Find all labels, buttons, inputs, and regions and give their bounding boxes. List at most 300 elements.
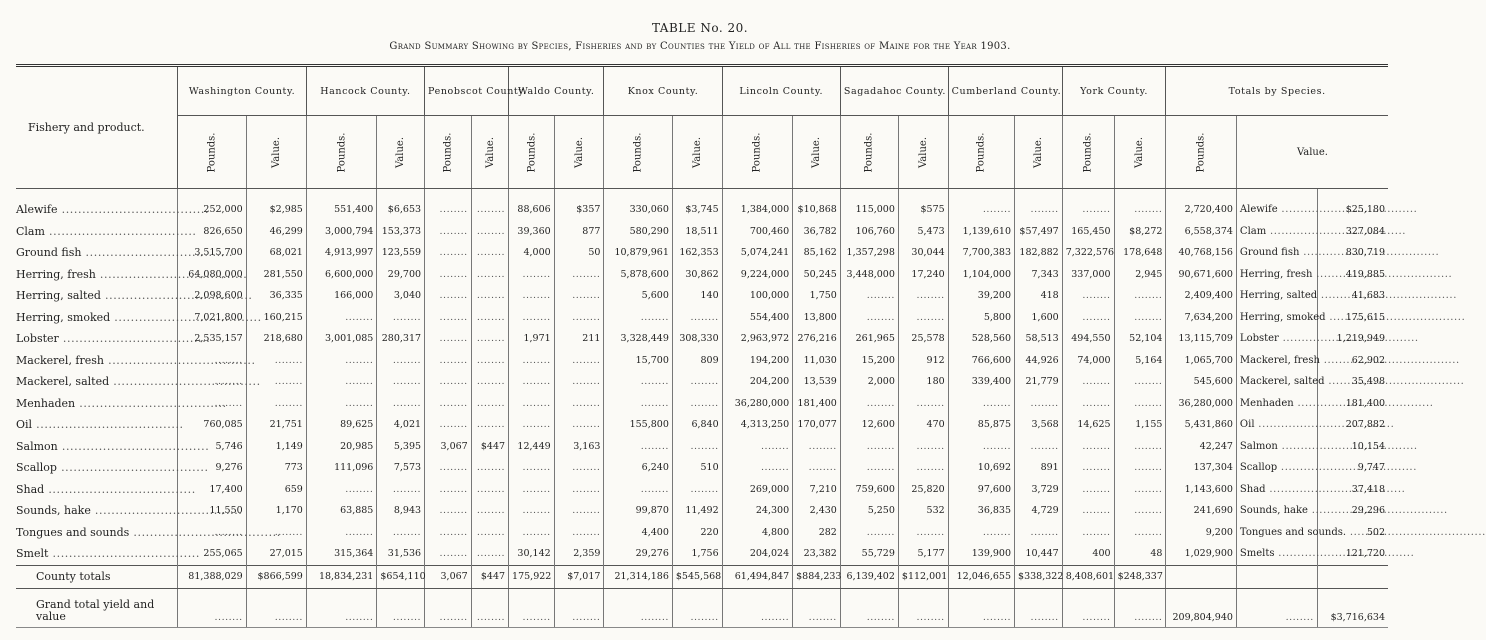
spacer-cell — [1114, 189, 1166, 200]
pounds-header — [425, 116, 472, 189]
grand-blank-cell — [948, 588, 1014, 627]
spacer-row — [16, 189, 1388, 200]
pounds-cell — [840, 285, 898, 307]
pounds-cell: 85,875 — [948, 414, 1014, 436]
value-cell: 50,245 — [793, 264, 841, 286]
pounds-cell — [306, 371, 377, 393]
total-species-name: Oil ..... — [1236, 414, 1317, 436]
pounds-cell — [509, 264, 555, 286]
value-cell: 211 — [554, 328, 604, 350]
value-cell — [1114, 436, 1166, 458]
value-cell: 21,751 — [246, 414, 306, 436]
pounds-cell: 252,000 — [178, 199, 246, 221]
pounds-header — [178, 116, 246, 189]
table-row — [16, 285, 1388, 307]
value-header-label: Value. — [810, 136, 822, 168]
pounds-cell: 2,963,972 — [722, 328, 793, 350]
pounds-cell: 400 — [1062, 543, 1114, 565]
table-row — [16, 350, 1388, 372]
total-value-cell: 35,498 — [1317, 371, 1388, 393]
value-cell — [471, 500, 508, 522]
value-cell — [1114, 500, 1166, 522]
value-cell — [471, 264, 508, 286]
pounds-cell — [306, 522, 377, 544]
pounds-cell: 5,600 — [604, 285, 672, 307]
value-cell: 44,926 — [1015, 350, 1063, 372]
pounds-cell — [1062, 393, 1114, 415]
total-value-cell: 175,615 — [1317, 307, 1388, 329]
fishery-name: Menhaden ..... — [16, 393, 178, 415]
value-cell: 5,177 — [898, 543, 948, 565]
pounds-cell: 5,250 — [840, 500, 898, 522]
pounds-cell: 3,328,449 — [604, 328, 672, 350]
value-cell: 532 — [898, 500, 948, 522]
pounds-cell — [425, 500, 472, 522]
value-cell: 36,782 — [793, 221, 841, 243]
fishery-name: Salmon ..... — [16, 436, 178, 458]
total-pounds-cell: 2,720,400 — [1166, 199, 1237, 221]
pounds-cell: 700,460 — [722, 221, 793, 243]
grand-blank-cell — [471, 588, 508, 627]
spacer-cell — [672, 189, 722, 200]
pounds-cell — [306, 393, 377, 415]
grand-total-value: $3,716,634 — [1317, 588, 1388, 627]
pounds-cell — [306, 307, 377, 329]
value-cell: $447 — [471, 436, 508, 458]
spacer-cell — [840, 189, 898, 200]
value-cell — [554, 500, 604, 522]
value-cell: 3,040 — [377, 285, 425, 307]
total-pounds-cell: 36,280,000 — [1166, 393, 1237, 415]
value-cell — [377, 350, 425, 372]
pounds-cell: 2,535,157 — [178, 328, 246, 350]
pounds-cell — [1062, 457, 1114, 479]
table-row — [16, 264, 1388, 286]
grand-blank-cell — [246, 588, 306, 627]
value-cell — [1114, 285, 1166, 307]
fishery-name: Clam ..... — [16, 221, 178, 243]
pounds-cell: 39,200 — [948, 285, 1014, 307]
value-cell — [793, 457, 841, 479]
pounds-cell — [604, 393, 672, 415]
value-cell — [1015, 436, 1063, 458]
total-pounds-cell: 7,634,200 — [1166, 307, 1237, 329]
total-pounds-cell: 9,200 — [1166, 522, 1237, 544]
grand-total-row — [16, 588, 1388, 627]
spacer-cell — [246, 189, 306, 200]
grand-blank-cell — [722, 588, 793, 627]
value-cell: 1,600 — [1015, 307, 1063, 329]
value-cell — [898, 285, 948, 307]
grand-total-label: Grand total yield and value — [16, 588, 178, 627]
total-value-cell: 207,882 — [1317, 414, 1388, 436]
value-cell — [554, 371, 604, 393]
table-row — [16, 242, 1388, 264]
pounds-cell: 269,000 — [722, 479, 793, 501]
fishery-name: Lobster ..... — [16, 328, 178, 350]
value-cell: 2,430 — [793, 500, 841, 522]
total-species-name: Menhaden ..... — [1236, 393, 1317, 415]
county-total-value: $7,017 — [554, 565, 604, 588]
value-cell — [1114, 479, 1166, 501]
pounds-cell: 6,240 — [604, 457, 672, 479]
total-pounds-cell: 241,690 — [1166, 500, 1237, 522]
value-header-label: Value. — [395, 136, 407, 168]
value-cell: 13,800 — [793, 307, 841, 329]
total-value-cell: 29,296 — [1317, 500, 1388, 522]
fishery-name: Mackerel, salted ..... — [16, 371, 178, 393]
value-cell: 2,945 — [1114, 264, 1166, 286]
pounds-cell: 10,879,961 — [604, 242, 672, 264]
value-cell: 282 — [793, 522, 841, 544]
pounds-cell: 3,001,085 — [306, 328, 377, 350]
value-cell: 68,021 — [246, 242, 306, 264]
value-cell: 2,359 — [554, 543, 604, 565]
spacer-cell — [1166, 189, 1237, 200]
pounds-cell: 99,870 — [604, 500, 672, 522]
pounds-header-label: Pounds. — [442, 132, 454, 172]
county-total-pounds: 8,408,601 — [1062, 565, 1114, 588]
value-header-label: Value. — [573, 136, 585, 168]
total-species-name: Tongues and sounds. ..... — [1236, 522, 1317, 544]
value-cell — [554, 393, 604, 415]
value-cell: 21,779 — [1015, 371, 1063, 393]
totals-blank-cell — [1236, 565, 1317, 588]
value-header — [554, 116, 604, 189]
pounds-cell: 339,400 — [948, 371, 1014, 393]
value-cell — [1114, 199, 1166, 221]
total-value-cell: 37,418 — [1317, 479, 1388, 501]
pounds-header — [722, 116, 793, 189]
value-cell: 280,317 — [377, 328, 425, 350]
total-value-cell: 10,154 — [1317, 436, 1388, 458]
total-pounds-cell: 1,029,900 — [1166, 543, 1237, 565]
pounds-cell — [1062, 479, 1114, 501]
pounds-cell — [425, 457, 472, 479]
total-species-name: Lobster ..... — [1236, 328, 1317, 350]
pounds-cell: 1,384,000 — [722, 199, 793, 221]
value-cell — [672, 479, 722, 501]
total-species-name: Smelts ..... — [1236, 543, 1317, 565]
pounds-cell — [840, 393, 898, 415]
value-cell — [898, 457, 948, 479]
county-header-lincoln: Lincoln County. — [722, 66, 840, 116]
fisheries-summary-table — [16, 64, 1388, 628]
table-row — [16, 436, 1388, 458]
value-cell — [377, 393, 425, 415]
spacer-cell — [793, 189, 841, 200]
pounds-header — [306, 116, 377, 189]
pounds-cell: 166,000 — [306, 285, 377, 307]
value-cell: 5,473 — [898, 221, 948, 243]
table-row — [16, 543, 1388, 565]
pounds-cell — [604, 479, 672, 501]
pounds-cell: 1,104,000 — [948, 264, 1014, 286]
value-header-label: Value. — [1032, 136, 1044, 168]
pounds-cell: 4,000 — [509, 242, 555, 264]
grand-blank-cell — [178, 588, 246, 627]
grand-blank-cell — [604, 588, 672, 627]
total-pounds-cell: 42,247 — [1166, 436, 1237, 458]
value-cell — [471, 307, 508, 329]
value-cell: 220 — [672, 522, 722, 544]
pounds-cell: 14,625 — [1062, 414, 1114, 436]
value-header — [471, 116, 508, 189]
value-cell — [377, 371, 425, 393]
pounds-cell: 2,098,600 — [178, 285, 246, 307]
value-cell — [471, 242, 508, 264]
value-cell — [1114, 307, 1166, 329]
county-total-value: $248,337 — [1114, 565, 1166, 588]
county-header-york: York County. — [1062, 66, 1166, 116]
value-cell: $3,745 — [672, 199, 722, 221]
pounds-cell: 4,400 — [604, 522, 672, 544]
pounds-cell — [509, 479, 555, 501]
table-row — [16, 328, 1388, 350]
pounds-cell — [306, 350, 377, 372]
pounds-cell: 30,142 — [509, 543, 555, 565]
value-header-label: Value. — [691, 136, 703, 168]
value-cell — [672, 436, 722, 458]
value-cell: 30,044 — [898, 242, 948, 264]
pounds-cell: 760,085 — [178, 414, 246, 436]
value-cell — [554, 350, 604, 372]
total-pounds-cell: 137,304 — [1166, 457, 1237, 479]
pounds-cell — [425, 328, 472, 350]
total-species-name: Mackerel, salted ..... — [1236, 371, 1317, 393]
value-cell — [554, 414, 604, 436]
total-pounds-cell: 6,558,374 — [1166, 221, 1237, 243]
grand-blank-cell — [1236, 588, 1317, 627]
value-cell — [554, 285, 604, 307]
value-cell: 13,539 — [793, 371, 841, 393]
value-cell: 1,155 — [1114, 414, 1166, 436]
value-header-label: Value. — [484, 136, 496, 168]
pounds-cell — [425, 264, 472, 286]
pounds-cell: 165,450 — [1062, 221, 1114, 243]
value-header-label: Value. — [1134, 136, 1146, 168]
value-cell: 418 — [1015, 285, 1063, 307]
table-row — [16, 307, 1388, 329]
value-cell — [1114, 522, 1166, 544]
value-cell: 180 — [898, 371, 948, 393]
totals-blank-cell — [1166, 565, 1237, 588]
fishery-name: Sounds, hake ..... — [16, 500, 178, 522]
value-cell: 281,550 — [246, 264, 306, 286]
value-cell — [471, 328, 508, 350]
value-cell — [1114, 457, 1166, 479]
totals-by-species-header: Totals by Species. — [1166, 66, 1388, 116]
value-cell — [672, 371, 722, 393]
pounds-cell — [1062, 371, 1114, 393]
total-pounds-cell: 2,409,400 — [1166, 285, 1237, 307]
value-cell: 58,513 — [1015, 328, 1063, 350]
value-cell — [898, 307, 948, 329]
pounds-cell: 337,000 — [1062, 264, 1114, 286]
pounds-cell: 100,000 — [722, 285, 793, 307]
value-cell — [471, 393, 508, 415]
grand-blank-cell — [1114, 588, 1166, 627]
pounds-cell: 554,400 — [722, 307, 793, 329]
table-row — [16, 199, 1388, 221]
total-pounds-cell: 1,143,600 — [1166, 479, 1237, 501]
value-cell: 85,162 — [793, 242, 841, 264]
total-species-name: Herring, salted ..... — [1236, 285, 1317, 307]
pounds-cell — [604, 307, 672, 329]
value-cell: $8,272 — [1114, 221, 1166, 243]
table-number: TABLE No. 20. — [651, 21, 749, 35]
pounds-cell — [425, 414, 472, 436]
pounds-cell — [425, 307, 472, 329]
pounds-header — [948, 116, 1014, 189]
pounds-cell — [948, 393, 1014, 415]
pounds-cell — [306, 479, 377, 501]
pounds-cell: 63,885 — [306, 500, 377, 522]
fishery-name: Tongues and sounds ..... — [16, 522, 178, 544]
pounds-cell: 115,000 — [840, 199, 898, 221]
pounds-cell: 1,971 — [509, 328, 555, 350]
value-cell: 153,373 — [377, 221, 425, 243]
pounds-header-label: Pounds. — [975, 132, 987, 172]
value-cell — [377, 479, 425, 501]
pounds-cell — [1062, 436, 1114, 458]
value-cell: 308,330 — [672, 328, 722, 350]
pounds-cell — [509, 393, 555, 415]
value-cell: 29,700 — [377, 264, 425, 286]
fishery-name: Herring, fresh ..... — [16, 264, 178, 286]
table-row — [16, 500, 1388, 522]
total-value-cell: 502 — [1317, 522, 1388, 544]
value-cell: 170,077 — [793, 414, 841, 436]
county-totals-row — [16, 565, 1388, 588]
pounds-cell — [425, 479, 472, 501]
value-cell: 3,568 — [1015, 414, 1063, 436]
county-total-value: $654,110 — [377, 565, 425, 588]
total-pounds-header — [1166, 116, 1237, 189]
pounds-cell: 759,600 — [840, 479, 898, 501]
value-cell — [554, 522, 604, 544]
value-cell: 1,170 — [246, 500, 306, 522]
value-cell — [471, 479, 508, 501]
pounds-cell: 315,364 — [306, 543, 377, 565]
pounds-cell: 12,600 — [840, 414, 898, 436]
pounds-cell — [840, 522, 898, 544]
pounds-cell: 255,065 — [178, 543, 246, 565]
pounds-cell: 20,985 — [306, 436, 377, 458]
value-cell: 23,382 — [793, 543, 841, 565]
value-cell: 30,862 — [672, 264, 722, 286]
pounds-cell: 5,074,241 — [722, 242, 793, 264]
value-header — [898, 116, 948, 189]
pounds-cell — [425, 350, 472, 372]
county-total-value: $447 — [471, 565, 508, 588]
pounds-header-label: Pounds. — [632, 132, 644, 172]
total-pounds-cell: 40,768,156 — [1166, 242, 1237, 264]
pounds-cell — [840, 307, 898, 329]
county-header-cumberland: Cumberland County. — [948, 66, 1062, 116]
value-cell: 162,353 — [672, 242, 722, 264]
grand-blank-cell — [306, 588, 377, 627]
pounds-cell — [840, 436, 898, 458]
county-total-pounds: 12,046,655 — [948, 565, 1014, 588]
grand-blank-cell — [898, 588, 948, 627]
pounds-cell — [509, 414, 555, 436]
value-cell — [898, 436, 948, 458]
spacer-cell — [1015, 189, 1063, 200]
pounds-cell — [948, 522, 1014, 544]
fishery-name: Mackerel, fresh ..... — [16, 350, 178, 372]
pounds-cell — [425, 371, 472, 393]
pounds-cell: 580,290 — [604, 221, 672, 243]
value-cell — [898, 522, 948, 544]
grand-total-pounds: 209,804,940 — [1166, 588, 1237, 627]
total-species-name: Herring, fresh ..... — [1236, 264, 1317, 286]
fishery-name: Smelt ..... — [16, 543, 178, 565]
pounds-header — [840, 116, 898, 189]
pounds-cell: 139,900 — [948, 543, 1014, 565]
pounds-header-label: Pounds. — [336, 132, 348, 172]
value-cell: 123,559 — [377, 242, 425, 264]
pounds-header — [509, 116, 555, 189]
value-cell — [471, 371, 508, 393]
spacer-cell — [1236, 189, 1317, 200]
fishery-name: Herring, salted ..... — [16, 285, 178, 307]
value-cell: 36,335 — [246, 285, 306, 307]
total-species-name: Sounds, hake ..... — [1236, 500, 1317, 522]
pounds-header — [1062, 116, 1114, 189]
value-cell: 912 — [898, 350, 948, 372]
pounds-header — [604, 116, 672, 189]
pounds-cell — [425, 393, 472, 415]
pounds-cell: 3,515,700 — [178, 242, 246, 264]
total-species-name: Ground fish ..... — [1236, 242, 1317, 264]
pounds-cell: 261,965 — [840, 328, 898, 350]
pounds-header-label: Pounds. — [526, 132, 538, 172]
county-totals-label: County totals — [16, 565, 178, 588]
total-species-name: Scallop ..... — [1236, 457, 1317, 479]
pounds-cell — [509, 350, 555, 372]
total-species-name: Shad ..... — [1236, 479, 1317, 501]
grand-blank-cell — [554, 588, 604, 627]
pounds-header-label: Pounds. — [206, 132, 218, 172]
value-cell — [898, 393, 948, 415]
spacer-cell — [16, 189, 178, 200]
table-row — [16, 479, 1388, 501]
value-cell — [246, 393, 306, 415]
table-row — [16, 414, 1388, 436]
pounds-cell: 2,000 — [840, 371, 898, 393]
value-cell — [554, 457, 604, 479]
pounds-cell: 5,800 — [948, 307, 1014, 329]
pounds-cell: 10,692 — [948, 457, 1014, 479]
pounds-cell — [948, 436, 1014, 458]
pounds-header-label: Pounds. — [863, 132, 875, 172]
county-total-value: $112,001 — [898, 565, 948, 588]
value-cell: 7,210 — [793, 479, 841, 501]
county-total-pounds: 3,067 — [425, 565, 472, 588]
total-value-header: Value. — [1236, 116, 1388, 189]
county-total-value: $545,568 — [672, 565, 722, 588]
spacer-cell — [898, 189, 948, 200]
fishery-name: Ground fish ..... — [16, 242, 178, 264]
pounds-cell: 766,600 — [948, 350, 1014, 372]
table-title: Grand Summary Showing by Species, Fisheries and by Counties the Yield of All the Fisheries of Maine for the Year 1903. — [389, 41, 1011, 52]
pounds-cell: 7,322,576 — [1062, 242, 1114, 264]
value-cell: 773 — [246, 457, 306, 479]
value-cell: 7,343 — [1015, 264, 1063, 286]
county-total-pounds: 6,139,402 — [840, 565, 898, 588]
county-header-row — [16, 66, 1388, 116]
